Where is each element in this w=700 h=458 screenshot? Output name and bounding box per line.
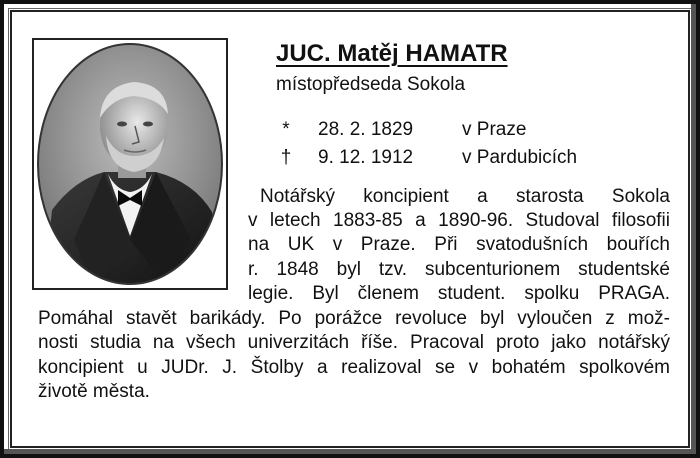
biography-line: legie. Byl členem student. spolku PRAGA. — [248, 283, 670, 305]
birth-place: v Praze — [462, 119, 527, 140]
death-date: 9. 12. 1912 — [318, 147, 414, 168]
biography-text-wide — [38, 307, 670, 405]
biography-line: Notářský koncipient a starosta Sokola — [260, 186, 670, 207]
person-name: JUC. Matěj HAMATR — [276, 40, 508, 67]
biography-line: nosti studia na všech univerzitách říše. Pracoval proto jako notářský — [38, 332, 670, 354]
portrait-illustration — [34, 40, 226, 288]
biography-line: v letech 1883-85 a 1890-96. Studoval filosofii — [248, 210, 670, 231]
person-role: místopředseda Sokola — [276, 74, 466, 95]
biography-text-narrow — [260, 185, 670, 209]
birth-date: 28. 2. 1829 — [318, 119, 414, 140]
biography-line: r. 1848 byl tzv. subcenturionem studentské — [248, 258, 670, 280]
birth-star-icon: * — [282, 119, 290, 140]
biography-text-narrow — [248, 209, 670, 307]
death-place: v Pardubicích — [462, 147, 578, 168]
biography-line: koncipient u JUDr. J. Štolby a realizoval se v bohatém spolkovém — [38, 356, 670, 378]
biography-line: na UK v Praze. Při svatodušních bouřích — [248, 234, 670, 256]
biography-line: Pomáhal stavět barikády. Po porážce revoluce byl vyloučen z mož- — [38, 308, 670, 329]
death-cross-icon: † — [280, 147, 292, 168]
biography-line: životě města. — [38, 381, 150, 403]
portrait-photo — [32, 38, 228, 290]
